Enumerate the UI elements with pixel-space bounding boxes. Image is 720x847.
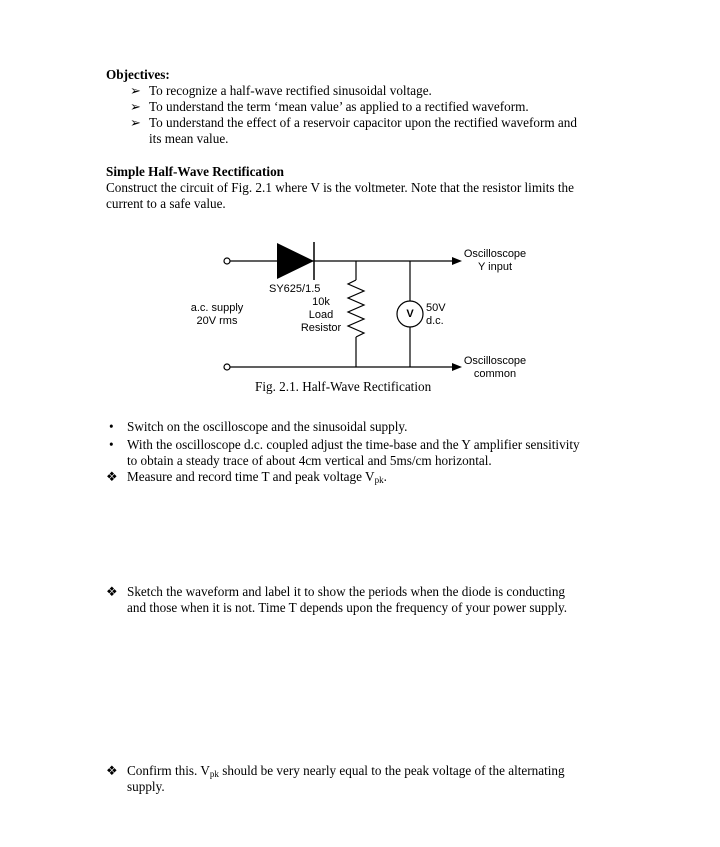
figure-caption: Fig. 2.1. Half-Wave Rectification (255, 379, 432, 394)
bullet-diamond: ❖ (106, 469, 118, 484)
objective-item: To understand the effect of a reservoir capacitor upon the rectified waveform and (149, 115, 577, 130)
step-text-part: Confirm this. V (127, 763, 210, 778)
meter-label: d.c. (426, 315, 444, 327)
voltmeter-symbol: V (406, 308, 414, 320)
step-text: to obtain a steady trace of about 4cm vertical and 5ms/cm horizontal. (127, 453, 492, 468)
objective-item: To understand the term ‘mean value’ as applied to a rectified waveform. (149, 99, 529, 114)
subscript: pk (374, 475, 384, 485)
scope-common-label: common (473, 368, 517, 380)
supply-label: a.c. supply (190, 302, 244, 314)
step-text: With the oscilloscope d.c. coupled adjust the time-base and the Y amplifier sensitivity (127, 437, 580, 452)
objective-item: To recognize a half-wave rectified sinusoidal voltage. (149, 83, 432, 98)
step-text: supply. (127, 779, 165, 794)
step-text: and those when it is not. Time T depends upon the frequency of your power supply. (127, 600, 568, 615)
bullet-diamond: ❖ (106, 763, 118, 778)
scope-common-label: Oscilloscope (463, 355, 527, 367)
resistor-label: 10k (312, 296, 330, 308)
resistor-label: Load (308, 309, 334, 321)
resistor-label: Resistor (300, 322, 342, 334)
step-text-part: Measure and record time T and peak voltage V (127, 469, 375, 484)
step-text (127, 763, 565, 779)
bullet-dot: • (109, 437, 114, 452)
supply-label: 20V rms (196, 315, 238, 327)
circuit-diagram (0, 0, 720, 400)
section-heading: Simple Half-Wave Rectification (106, 164, 284, 179)
bullet-dot: • (109, 419, 114, 434)
step-text-part: should be very nearly equal to the peak voltage of the alternating (218, 763, 565, 778)
step-text (127, 469, 387, 485)
diode-label: SY625/1.5 (269, 283, 321, 295)
diode-icon (277, 243, 314, 279)
scope-y-label: Oscilloscope (463, 248, 527, 260)
meter-label: 50V (426, 302, 446, 314)
step-text: Sketch the waveform and label it to show the periods when the diode is conducting (127, 584, 566, 599)
objectives-heading: Objectives: (106, 67, 170, 82)
step-text-part: . (383, 469, 387, 484)
bullet-arrow: ➢ (130, 115, 142, 130)
intro-text: Construct the circuit of Fig. 2.1 where V is the voltmeter. Note that the resistor limits the (106, 180, 574, 195)
scope-y-label: Y input (477, 261, 513, 273)
subscript: pk (209, 769, 219, 779)
intro-text: current to a safe value. (106, 196, 226, 211)
step-text: Switch on the oscilloscope and the sinusoidal supply. (127, 419, 408, 434)
bullet-arrow: ➢ (130, 99, 142, 114)
bullet-diamond: ❖ (106, 584, 118, 599)
bullet-arrow: ➢ (130, 83, 142, 98)
objective-item: its mean value. (149, 131, 229, 146)
